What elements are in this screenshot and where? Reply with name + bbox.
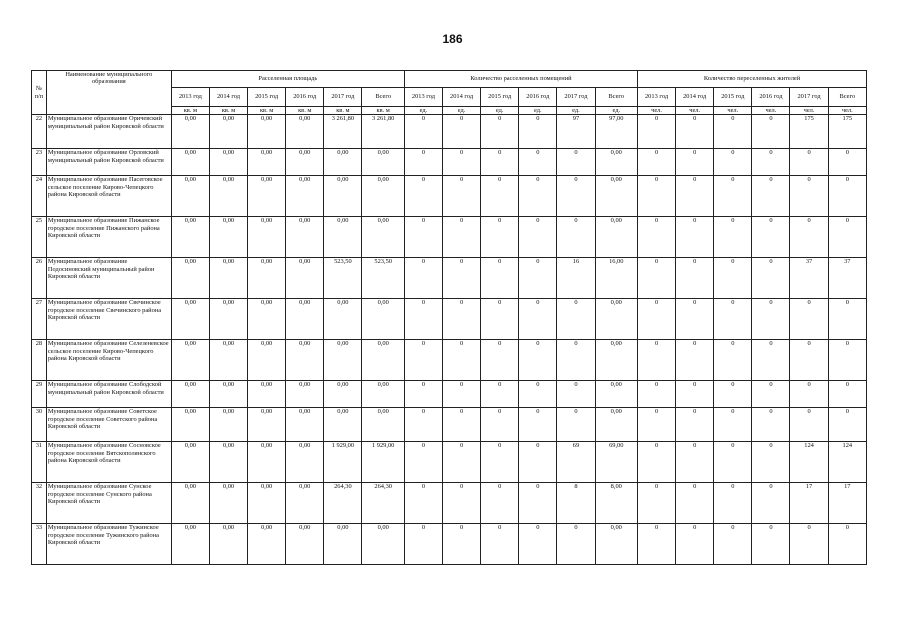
area-value: 0,00 (362, 149, 404, 176)
residents-value: 0 (828, 381, 866, 408)
area-value: 0,00 (286, 340, 324, 381)
premises-value: 0 (557, 381, 595, 408)
area-value: 0,00 (209, 408, 247, 442)
premises-value: 0,00 (595, 299, 637, 340)
area-value: 0,00 (324, 299, 362, 340)
municipality-name: Муниципальное образование Свечинское городское поселение Свечинского района Кировской области (46, 299, 171, 340)
residents-value: 0 (637, 115, 675, 149)
area-value: 0,00 (324, 381, 362, 408)
area-value: 0,00 (362, 176, 404, 217)
table-row (32, 258, 867, 299)
area-value: 0,00 (209, 149, 247, 176)
area-value: 0,00 (362, 524, 404, 565)
header-unit: кв. м (209, 107, 247, 115)
area-value: 0,00 (324, 176, 362, 217)
premises-value: 0 (519, 115, 557, 149)
header-year: 2016 год (519, 88, 557, 107)
premises-value: 0 (443, 115, 481, 149)
residents-value: 0 (637, 299, 675, 340)
header-year: Всего (595, 88, 637, 107)
residents-value: 0 (790, 299, 828, 340)
header-group-residents: Количество переселенных жителей (637, 71, 866, 88)
residents-value: 0 (676, 524, 714, 565)
premises-value: 0 (481, 483, 519, 524)
area-value: 0,00 (248, 149, 286, 176)
premises-value: 0 (519, 149, 557, 176)
premises-value: 0 (557, 217, 595, 258)
area-value: 0,00 (171, 381, 209, 408)
area-value: 0,00 (286, 149, 324, 176)
premises-value: 0 (404, 115, 442, 149)
residents-value: 0 (752, 442, 790, 483)
premises-value: 0,00 (595, 149, 637, 176)
premises-value: 0,00 (595, 217, 637, 258)
table-body (32, 115, 867, 565)
row-number: 26 (32, 258, 47, 299)
municipality-name: Муниципальное образование Тужинское городское поселение Тужинского района Кировской области (46, 524, 171, 565)
residents-value: 0 (714, 149, 752, 176)
premises-value: 0 (557, 340, 595, 381)
area-value: 523,50 (362, 258, 404, 299)
area-value: 0,00 (209, 442, 247, 483)
area-value: 0,00 (171, 524, 209, 565)
residents-value: 0 (714, 217, 752, 258)
residents-value: 0 (790, 524, 828, 565)
premises-value: 97,00 (595, 115, 637, 149)
premises-value: 0,00 (595, 408, 637, 442)
residents-value: 0 (676, 408, 714, 442)
premises-value: 0 (481, 524, 519, 565)
header-year: 2016 год (752, 88, 790, 107)
residents-value: 0 (714, 258, 752, 299)
area-value: 0,00 (209, 483, 247, 524)
header-year: 2013 год (637, 88, 675, 107)
premises-value: 0 (443, 442, 481, 483)
premises-value: 0 (481, 149, 519, 176)
residents-value: 0 (828, 408, 866, 442)
municipality-name: Муниципальное образование Сунское городское поселение Сунского района Кировской области (46, 483, 171, 524)
residents-value: 0 (637, 217, 675, 258)
premises-value: 0 (404, 442, 442, 483)
area-value: 0,00 (209, 381, 247, 408)
residents-value: 124 (828, 442, 866, 483)
area-value: 523,50 (324, 258, 362, 299)
premises-value: 0 (443, 524, 481, 565)
row-number: 33 (32, 524, 47, 565)
premises-value: 0 (519, 340, 557, 381)
premises-value: 0 (404, 299, 442, 340)
residents-value: 0 (637, 258, 675, 299)
header-unit: кв. м (324, 107, 362, 115)
premises-value: 0 (557, 299, 595, 340)
premises-value: 16,00 (595, 258, 637, 299)
residents-value: 0 (676, 258, 714, 299)
residents-value: 17 (828, 483, 866, 524)
header-num: № п/п (32, 71, 47, 115)
row-number: 29 (32, 381, 47, 408)
area-value: 0,00 (248, 115, 286, 149)
area-value: 0,00 (171, 258, 209, 299)
residents-value: 0 (637, 524, 675, 565)
header-unit: ед. (481, 107, 519, 115)
row-number: 22 (32, 115, 47, 149)
municipality-name: Муниципальное образование Пасеговское сельское поселение Кирово-Чепецкого района Кировской области (46, 176, 171, 217)
residents-value: 0 (752, 408, 790, 442)
table-row (32, 381, 867, 408)
area-value: 0,00 (286, 115, 324, 149)
premises-value: 0 (481, 408, 519, 442)
premises-value: 0 (519, 217, 557, 258)
municipality-name: Муниципальное образование Слободской муниципальный район Кировской области (46, 381, 171, 408)
header-name: Наименование муниципального образования (46, 71, 171, 115)
premises-value: 0 (443, 149, 481, 176)
row-number: 32 (32, 483, 47, 524)
premises-value: 0 (481, 299, 519, 340)
area-value: 0,00 (171, 483, 209, 524)
header-group-area: Расселенная площадь (171, 71, 404, 88)
area-value: 0,00 (248, 408, 286, 442)
residents-value: 0 (714, 115, 752, 149)
area-value: 0,00 (286, 524, 324, 565)
area-value: 0,00 (362, 217, 404, 258)
municipality-name: Муниципальное образование Оричевский муниципальный район Кировской области (46, 115, 171, 149)
area-value: 3 261,80 (362, 115, 404, 149)
header-unit: чел. (752, 107, 790, 115)
header-unit: чел. (714, 107, 752, 115)
residents-value: 0 (752, 381, 790, 408)
table-row (32, 340, 867, 381)
residents-value: 0 (790, 176, 828, 217)
residents-value: 0 (676, 149, 714, 176)
premises-value: 0 (404, 483, 442, 524)
premises-value: 69 (557, 442, 595, 483)
municipality-name: Муниципальное образование Пижанское городское поселение Пижанского района Кировской области (46, 217, 171, 258)
page-number: 186 (442, 32, 463, 46)
residents-value: 0 (752, 299, 790, 340)
premises-value: 97 (557, 115, 595, 149)
header-row-groups (32, 71, 867, 88)
premises-value: 0 (443, 483, 481, 524)
premises-value: 0 (557, 176, 595, 217)
residents-value: 17 (790, 483, 828, 524)
header-year: 2015 год (248, 88, 286, 107)
area-value: 0,00 (171, 408, 209, 442)
residents-value: 37 (790, 258, 828, 299)
header-unit: кв. м (286, 107, 324, 115)
residents-value: 0 (637, 483, 675, 524)
row-number: 27 (32, 299, 47, 340)
header-unit: ед. (443, 107, 481, 115)
premises-value: 0 (557, 408, 595, 442)
area-value: 0,00 (209, 340, 247, 381)
residents-value: 0 (714, 408, 752, 442)
premises-value: 0 (481, 176, 519, 217)
residents-value: 0 (637, 381, 675, 408)
residents-value: 0 (637, 176, 675, 217)
premises-value: 0 (404, 408, 442, 442)
row-number: 30 (32, 408, 47, 442)
header-unit: чел. (790, 107, 828, 115)
premises-value: 0 (404, 524, 442, 565)
premises-value: 0 (481, 442, 519, 483)
premises-value: 16 (557, 258, 595, 299)
area-value: 0,00 (324, 340, 362, 381)
premises-value: 0,00 (595, 340, 637, 381)
header-unit: кв. м (171, 107, 209, 115)
row-number: 28 (32, 340, 47, 381)
premises-value: 0 (443, 258, 481, 299)
premises-value: 8,00 (595, 483, 637, 524)
table-row (32, 115, 867, 149)
premises-value: 0,00 (595, 381, 637, 408)
premises-value: 0 (519, 483, 557, 524)
area-value: 0,00 (248, 299, 286, 340)
premises-value: 0,00 (595, 176, 637, 217)
area-value: 0,00 (248, 442, 286, 483)
residents-value: 0 (790, 217, 828, 258)
header-year: 2015 год (714, 88, 752, 107)
area-value: 0,00 (171, 217, 209, 258)
table-row (32, 299, 867, 340)
premises-value: 0 (481, 340, 519, 381)
premises-value: 0 (404, 176, 442, 217)
residents-value: 0 (714, 442, 752, 483)
area-value: 0,00 (171, 176, 209, 217)
header-year: 2014 год (443, 88, 481, 107)
premises-value: 0 (443, 176, 481, 217)
residents-value: 0 (752, 115, 790, 149)
residents-value: 0 (828, 299, 866, 340)
premises-value: 0 (443, 381, 481, 408)
premises-value: 0 (443, 340, 481, 381)
residents-value: 0 (714, 483, 752, 524)
residents-value: 0 (752, 524, 790, 565)
residents-value: 0 (676, 483, 714, 524)
residents-value: 0 (752, 483, 790, 524)
residents-value: 0 (714, 299, 752, 340)
residents-value: 0 (637, 442, 675, 483)
premises-value: 0 (404, 258, 442, 299)
residents-value: 0 (790, 149, 828, 176)
residents-value: 0 (676, 217, 714, 258)
residents-value: 0 (752, 217, 790, 258)
premises-value: 0 (557, 524, 595, 565)
premises-value: 0 (481, 381, 519, 408)
premises-value: 0 (519, 442, 557, 483)
area-value: 0,00 (362, 381, 404, 408)
residents-value: 0 (828, 217, 866, 258)
residents-value: 0 (676, 115, 714, 149)
premises-value: 0 (481, 217, 519, 258)
premises-value: 0 (519, 299, 557, 340)
premises-value: 0 (443, 408, 481, 442)
residents-value: 0 (790, 340, 828, 381)
table-row (32, 217, 867, 258)
area-value: 0,00 (286, 381, 324, 408)
residents-value: 0 (714, 176, 752, 217)
residents-value: 0 (714, 381, 752, 408)
header-unit: чел. (676, 107, 714, 115)
row-number: 31 (32, 442, 47, 483)
premises-value: 0 (481, 115, 519, 149)
residents-value: 0 (637, 340, 675, 381)
header-unit: чел. (637, 107, 675, 115)
area-value: 1 929,00 (362, 442, 404, 483)
premises-value: 0 (519, 258, 557, 299)
municipality-name: Муниципальное образование Советское городское поселение Советского района Кировской области (46, 408, 171, 442)
row-number: 23 (32, 149, 47, 176)
header-unit: кв. м (362, 107, 404, 115)
premises-value: 0 (481, 258, 519, 299)
header-year: 2014 год (676, 88, 714, 107)
premises-value: 69,00 (595, 442, 637, 483)
table-row (32, 176, 867, 217)
residents-value: 0 (714, 340, 752, 381)
premises-value: 0 (519, 176, 557, 217)
premises-value: 0 (519, 381, 557, 408)
table-row (32, 442, 867, 483)
residents-value: 175 (790, 115, 828, 149)
table-row (32, 149, 867, 176)
municipality-name: Муниципальное образование Сосновское городское поселение Вятскополянского района Кировской области (46, 442, 171, 483)
area-value: 0,00 (171, 149, 209, 176)
area-value: 0,00 (171, 115, 209, 149)
premises-value: 0 (404, 217, 442, 258)
area-value: 0,00 (209, 115, 247, 149)
area-value: 0,00 (362, 299, 404, 340)
premises-value: 0 (443, 217, 481, 258)
area-value: 3 261,80 (324, 115, 362, 149)
premises-value: 0 (557, 149, 595, 176)
header-year: 2017 год (324, 88, 362, 107)
premises-value: 0 (404, 149, 442, 176)
residents-value: 0 (752, 149, 790, 176)
area-value: 0,00 (286, 483, 324, 524)
area-value: 0,00 (248, 524, 286, 565)
table-row (32, 524, 867, 565)
header-year: 2017 год (557, 88, 595, 107)
area-value: 0,00 (362, 340, 404, 381)
residents-value: 0 (637, 149, 675, 176)
area-value: 264,30 (362, 483, 404, 524)
residents-value: 0 (752, 258, 790, 299)
header-year: 2013 год (171, 88, 209, 107)
residents-value: 0 (790, 381, 828, 408)
area-value: 0,00 (286, 217, 324, 258)
residents-value: 0 (790, 408, 828, 442)
premises-value: 0 (519, 408, 557, 442)
table-row (32, 408, 867, 442)
municipality-name: Муниципальное образование Селезеневское сельское поселение Кирово-Чепецкого района Кировской области (46, 340, 171, 381)
area-value: 0,00 (286, 408, 324, 442)
municipality-name: Муниципальное образование Орловский муниципальный район Кировской области (46, 149, 171, 176)
header-unit: кв. м (248, 107, 286, 115)
residents-value: 0 (828, 149, 866, 176)
area-value: 0,00 (171, 299, 209, 340)
area-value: 264,30 (324, 483, 362, 524)
premises-value: 0 (519, 524, 557, 565)
municipality-name: Муниципальное образование Подосиновский муниципальный район Кировской области (46, 258, 171, 299)
area-value: 0,00 (248, 340, 286, 381)
header-group-premises: Количество расселенных помещений (404, 71, 637, 88)
residents-value: 124 (790, 442, 828, 483)
area-value: 0,00 (324, 217, 362, 258)
area-value: 0,00 (286, 258, 324, 299)
area-value: 0,00 (171, 442, 209, 483)
header-year: Всего (828, 88, 866, 107)
residents-value: 0 (676, 381, 714, 408)
header-year: 2015 год (481, 88, 519, 107)
area-value: 0,00 (324, 149, 362, 176)
header-year: 2014 год (209, 88, 247, 107)
residents-value: 37 (828, 258, 866, 299)
residents-value: 0 (828, 524, 866, 565)
residents-value: 0 (676, 176, 714, 217)
area-value: 0,00 (248, 176, 286, 217)
header-unit: ед. (557, 107, 595, 115)
header-unit: ед. (519, 107, 557, 115)
area-value: 0,00 (324, 524, 362, 565)
header-unit: ед. (595, 107, 637, 115)
area-value: 0,00 (248, 483, 286, 524)
area-value: 0,00 (248, 217, 286, 258)
area-value: 0,00 (209, 176, 247, 217)
table-row (32, 483, 867, 524)
area-value: 0,00 (209, 217, 247, 258)
area-value: 1 929,00 (324, 442, 362, 483)
header-unit: ед. (404, 107, 442, 115)
residents-value: 0 (676, 340, 714, 381)
residents-value: 0 (676, 442, 714, 483)
header-year: 2013 год (404, 88, 442, 107)
area-value: 0,00 (286, 442, 324, 483)
area-value: 0,00 (286, 176, 324, 217)
premises-value: 0 (404, 381, 442, 408)
residents-value: 175 (828, 115, 866, 149)
area-value: 0,00 (209, 258, 247, 299)
area-value: 0,00 (362, 408, 404, 442)
area-value: 0,00 (171, 340, 209, 381)
residents-value: 0 (752, 340, 790, 381)
area-value: 0,00 (209, 299, 247, 340)
premises-value: 0 (404, 340, 442, 381)
header-year: 2017 год (790, 88, 828, 107)
premises-value: 0,00 (595, 524, 637, 565)
premises-value: 0 (443, 299, 481, 340)
area-value: 0,00 (248, 258, 286, 299)
residents-value: 0 (752, 176, 790, 217)
header-year: Всего (362, 88, 404, 107)
residents-value: 0 (828, 340, 866, 381)
row-number: 25 (32, 217, 47, 258)
premises-value: 8 (557, 483, 595, 524)
area-value: 0,00 (324, 408, 362, 442)
resettlement-table (31, 70, 867, 565)
area-value: 0,00 (286, 299, 324, 340)
row-number: 24 (32, 176, 47, 217)
residents-value: 0 (828, 176, 866, 217)
area-value: 0,00 (209, 524, 247, 565)
residents-value: 0 (676, 299, 714, 340)
header-year: 2016 год (286, 88, 324, 107)
header-unit: чел. (828, 107, 866, 115)
area-value: 0,00 (248, 381, 286, 408)
residents-value: 0 (637, 408, 675, 442)
residents-value: 0 (714, 524, 752, 565)
